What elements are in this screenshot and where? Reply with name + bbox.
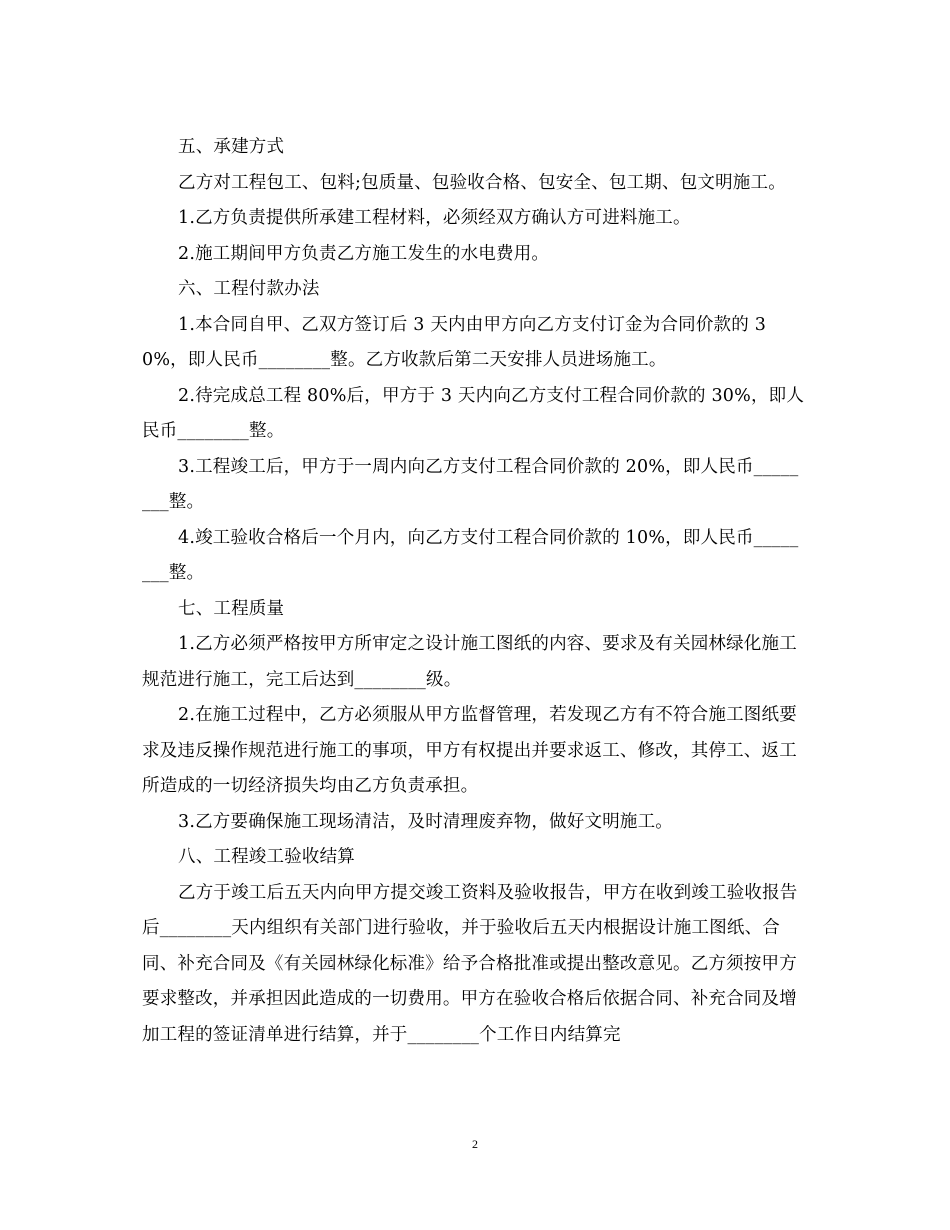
section-heading-7: 七、工程质量 — [178, 598, 285, 619]
document-body — [142, 130, 807, 1053]
paragraph: 4.竣工验收合格后一个月内，向乙方支付工程合同价款的 10%，即人民币________整。 — [142, 527, 799, 583]
paragraph: 1.乙方负责提供所承建工程材料，必须经双方确认方可进料施工。 — [178, 208, 691, 228]
paragraph: 3.乙方要确保施工现场清洁，及时清理废弃物，做好文明施工。 — [178, 811, 673, 832]
paragraph: 乙方于竣工后五天内向甲方提交竣工资料及验收报告，甲方在收到竣工验收报告后________天内组织有关部门进行验收，并于验收后五天内根据设计施工图纸、合同、补充合同及《有关园林绿化标准》给予合格批准或提出整改意见。乙方须按甲方要求整改，并承担因此造成的一切费用。甲方在验收合格后依据合同、补充合同及增加工程的签证清单进行结算，并于________个工作日内结算完 — [142, 882, 798, 1045]
section-heading-6: 六、工程付款办法 — [178, 279, 320, 299]
section-heading-8: 八、工程竣工验收结算 — [178, 847, 355, 867]
paragraph: 2.在施工过程中，乙方必须服从甲方监督管理，若发现乙方有不符合施工图纸要求及违反操作规范进行施工的事项，甲方有权提出并要求返工、修改，其停工、返工所造成的一切经济损失均由乙方负责承担。 — [142, 705, 797, 796]
section-heading-5: 五、承建方式 — [178, 137, 285, 157]
paragraph: 2.待完成总工程 80%后，甲方于 3 天内向乙方支付工程合同价款的 30%，即人民币________整。 — [142, 385, 805, 441]
page-number: 2 — [472, 1137, 478, 1151]
paragraph: 1.本合同自甲、乙双方签订后 3 天内由甲方向乙方支付订金为合同价款的 30%，即人民币________整。乙方收款后第二天安排人员进场施工。 — [142, 314, 767, 370]
paragraph: 1.乙方必须严格按甲方所审定之设计施工图纸的内容、要求及有关园林绿化施工规范进行施工，完工后达到________级。 — [142, 634, 797, 690]
paragraph: 3.工程竣工后，甲方于一周内向乙方支付工程合同价款的 20%，即人民币________整。 — [142, 456, 799, 512]
paragraph: 乙方对工程包工、包料;包质量、包验收合格、包安全、包工期、包文明施工。 — [178, 172, 786, 193]
paragraph: 2.施工期间甲方负责乙方施工发生的水电费用。 — [178, 243, 550, 264]
